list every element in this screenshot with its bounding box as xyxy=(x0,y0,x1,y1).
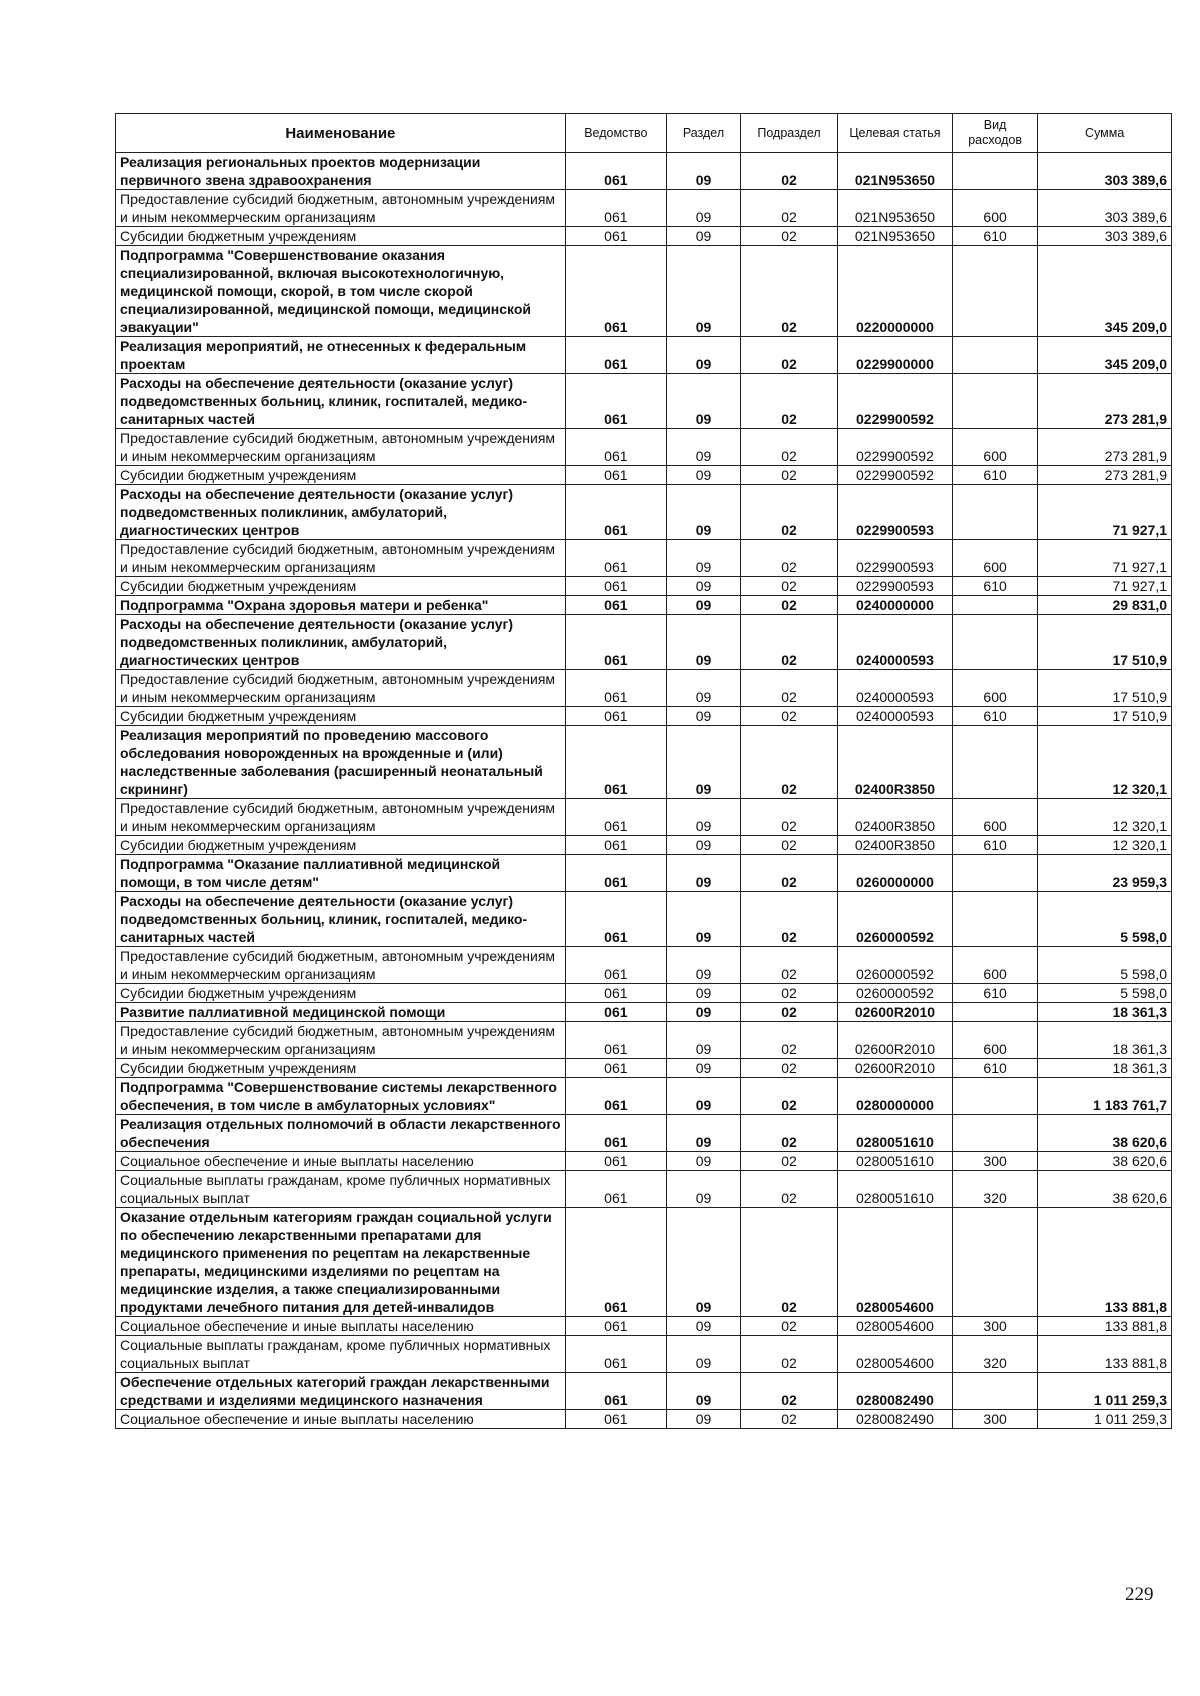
table-row xyxy=(116,227,1172,246)
cell-name: Предоставление субсидий бюджетным, автономным учреждениям и иным некоммерческим организациям xyxy=(116,670,566,707)
cell-target-article: 0280054600 xyxy=(838,1317,953,1336)
cell-podrazdel: 02 xyxy=(741,540,838,577)
cell-podrazdel: 02 xyxy=(741,190,838,227)
cell-name: Субсидии бюджетным учреждениям xyxy=(116,836,566,855)
cell-expense-type: 320 xyxy=(952,1336,1038,1373)
table-row xyxy=(116,337,1172,374)
cell-name: Оказание отдельным категориям граждан социальной услуги по обеспечению лекарственными препаратами для медицинского применения по рецептам на лекарственные препараты, медицинскими изделиями по рецептам на медицинские изделия, а также специализированными продуктами лечебного питания для детей-инвалидов xyxy=(116,1208,566,1317)
table-body xyxy=(116,153,1172,1429)
cell-vedomstvo: 061 xyxy=(565,153,666,190)
cell-expense-type: 600 xyxy=(952,190,1038,227)
cell-sum: 38 620,6 xyxy=(1038,1171,1172,1208)
cell-expense-type: 610 xyxy=(952,466,1038,485)
cell-target-article: 0260000000 xyxy=(838,855,953,892)
cell-podrazdel: 02 xyxy=(741,707,838,726)
cell-sum: 5 598,0 xyxy=(1038,892,1172,947)
table-row xyxy=(116,1115,1172,1152)
cell-razdel: 09 xyxy=(666,1152,740,1171)
cell-expense-type xyxy=(952,1003,1038,1022)
cell-podrazdel: 02 xyxy=(741,429,838,466)
cell-sum: 29 831,0 xyxy=(1038,596,1172,615)
cell-sum: 133 881,8 xyxy=(1038,1317,1172,1336)
cell-expense-type xyxy=(952,485,1038,540)
cell-target-article: 0240000593 xyxy=(838,707,953,726)
cell-sum: 18 361,3 xyxy=(1038,1059,1172,1078)
cell-razdel: 09 xyxy=(666,596,740,615)
table-row xyxy=(116,374,1172,429)
table-row xyxy=(116,1208,1172,1317)
table-header-row xyxy=(116,114,1172,153)
cell-sum: 38 620,6 xyxy=(1038,1152,1172,1171)
header-vedomstvo: Ведомство xyxy=(565,114,666,153)
cell-name: Социальные выплаты гражданам, кроме публичных нормативных социальных выплат xyxy=(116,1336,566,1373)
cell-target-article: 0229900000 xyxy=(838,337,953,374)
cell-podrazdel: 02 xyxy=(741,670,838,707)
cell-razdel: 09 xyxy=(666,1171,740,1208)
cell-sum: 303 389,6 xyxy=(1038,153,1172,190)
cell-target-article: 021N953650 xyxy=(838,190,953,227)
header-razdel: Раздел xyxy=(666,114,740,153)
cell-vedomstvo: 061 xyxy=(565,1059,666,1078)
cell-name: Обеспечение отдельных категорий граждан лекарственными средствами и изделиями медицинского назначения xyxy=(116,1373,566,1410)
cell-podrazdel: 02 xyxy=(741,836,838,855)
cell-sum: 1 011 259,3 xyxy=(1038,1373,1172,1410)
table-row xyxy=(116,485,1172,540)
cell-vedomstvo: 061 xyxy=(565,670,666,707)
table-row xyxy=(116,153,1172,190)
cell-expense-type xyxy=(952,1373,1038,1410)
cell-name: Предоставление субсидий бюджетным, автономным учреждениям и иным некоммерческим организациям xyxy=(116,1022,566,1059)
cell-sum: 12 320,1 xyxy=(1038,799,1172,836)
cell-vedomstvo: 061 xyxy=(565,1152,666,1171)
cell-sum: 12 320,1 xyxy=(1038,726,1172,799)
cell-razdel: 09 xyxy=(666,615,740,670)
cell-target-article: 0220000000 xyxy=(838,246,953,337)
cell-target-article: 02400R3850 xyxy=(838,726,953,799)
cell-name: Предоставление субсидий бюджетным, автономным учреждениям и иным некоммерческим организациям xyxy=(116,429,566,466)
cell-podrazdel: 02 xyxy=(741,1003,838,1022)
cell-podrazdel: 02 xyxy=(741,615,838,670)
cell-target-article: 0260000592 xyxy=(838,892,953,947)
header-sum: Сумма xyxy=(1038,114,1172,153)
cell-expense-type xyxy=(952,726,1038,799)
table-row xyxy=(116,799,1172,836)
cell-podrazdel: 02 xyxy=(741,374,838,429)
cell-razdel: 09 xyxy=(666,1059,740,1078)
cell-sum: 23 959,3 xyxy=(1038,855,1172,892)
cell-expense-type: 600 xyxy=(952,1022,1038,1059)
cell-expense-type: 320 xyxy=(952,1171,1038,1208)
cell-target-article: 0280054600 xyxy=(838,1208,953,1317)
table-row xyxy=(116,1336,1172,1373)
cell-sum: 1 183 761,7 xyxy=(1038,1078,1172,1115)
cell-target-article: 0229900592 xyxy=(838,466,953,485)
cell-podrazdel: 02 xyxy=(741,855,838,892)
cell-target-article: 02600R2010 xyxy=(838,1059,953,1078)
cell-name: Подпрограмма "Совершенствование системы лекарственного обеспечения, в том числе в амбулаторных условиях" xyxy=(116,1078,566,1115)
cell-name: Расходы на обеспечение деятельности (оказание услуг) подведомственных поликлиник, амбулаторий, диагностических центров xyxy=(116,615,566,670)
table-row xyxy=(116,670,1172,707)
cell-vedomstvo: 061 xyxy=(565,485,666,540)
cell-vedomstvo: 061 xyxy=(565,947,666,984)
cell-sum: 133 881,8 xyxy=(1038,1336,1172,1373)
cell-razdel: 09 xyxy=(666,1373,740,1410)
cell-sum: 1 011 259,3 xyxy=(1038,1410,1172,1429)
cell-target-article: 0280051610 xyxy=(838,1171,953,1208)
cell-name: Социальное обеспечение и иные выплаты населению xyxy=(116,1410,566,1429)
table-row xyxy=(116,984,1172,1003)
cell-podrazdel: 02 xyxy=(741,1078,838,1115)
cell-expense-type xyxy=(952,855,1038,892)
cell-name: Предоставление субсидий бюджетным, автономным учреждениям и иным некоммерческим организациям xyxy=(116,540,566,577)
cell-expense-type: 600 xyxy=(952,540,1038,577)
cell-expense-type: 610 xyxy=(952,577,1038,596)
cell-razdel: 09 xyxy=(666,836,740,855)
cell-target-article: 02400R3850 xyxy=(838,799,953,836)
cell-sum: 12 320,1 xyxy=(1038,836,1172,855)
cell-target-article: 0280082490 xyxy=(838,1373,953,1410)
cell-sum: 17 510,9 xyxy=(1038,707,1172,726)
cell-name: Субсидии бюджетным учреждениям xyxy=(116,466,566,485)
table-row xyxy=(116,1152,1172,1171)
cell-name: Подпрограмма "Совершенствование оказания специализированной, включая высокотехнологичную, медицинской помощи, скорой, в том числе скорой специализированной, медицинской помощи, медицинской эвакуации" xyxy=(116,246,566,337)
cell-name: Расходы на обеспечение деятельности (оказание услуг) подведомственных больниц, клиник, госпиталей, медико-санитарных частей xyxy=(116,892,566,947)
cell-vedomstvo: 061 xyxy=(565,190,666,227)
cell-sum: 133 881,8 xyxy=(1038,1208,1172,1317)
cell-name: Подпрограмма "Оказание паллиативной медицинской помощи, в том числе детям" xyxy=(116,855,566,892)
cell-sum: 71 927,1 xyxy=(1038,577,1172,596)
table-row xyxy=(116,429,1172,466)
cell-podrazdel: 02 xyxy=(741,1208,838,1317)
cell-name: Реализация отдельных полномочий в области лекарственного обеспечения xyxy=(116,1115,566,1152)
cell-sum: 71 927,1 xyxy=(1038,485,1172,540)
cell-vedomstvo: 061 xyxy=(565,227,666,246)
cell-podrazdel: 02 xyxy=(741,246,838,337)
cell-razdel: 09 xyxy=(666,707,740,726)
cell-target-article: 0229900593 xyxy=(838,540,953,577)
cell-name: Предоставление субсидий бюджетным, автономным учреждениям и иным некоммерческим организациям xyxy=(116,799,566,836)
cell-expense-type xyxy=(952,337,1038,374)
cell-name: Предоставление субсидий бюджетным, автономным учреждениям и иным некоммерческим организациям xyxy=(116,947,566,984)
cell-vedomstvo: 061 xyxy=(565,246,666,337)
table-row xyxy=(116,596,1172,615)
cell-razdel: 09 xyxy=(666,984,740,1003)
table-row xyxy=(116,1078,1172,1115)
cell-podrazdel: 02 xyxy=(741,1410,838,1429)
cell-target-article: 0240000593 xyxy=(838,615,953,670)
cell-podrazdel: 02 xyxy=(741,485,838,540)
cell-name: Субсидии бюджетным учреждениям xyxy=(116,1059,566,1078)
table-row xyxy=(116,836,1172,855)
cell-vedomstvo: 061 xyxy=(565,855,666,892)
cell-target-article: 0280000000 xyxy=(838,1078,953,1115)
cell-razdel: 09 xyxy=(666,337,740,374)
cell-podrazdel: 02 xyxy=(741,1152,838,1171)
table-row xyxy=(116,892,1172,947)
cell-podrazdel: 02 xyxy=(741,892,838,947)
cell-vedomstvo: 061 xyxy=(565,1317,666,1336)
table-row xyxy=(116,1410,1172,1429)
cell-vedomstvo: 061 xyxy=(565,374,666,429)
cell-name: Реализация мероприятий по проведению массового обследования новорожденных на врожденные и (или) наследственные заболевания (расширенный неонатальный скрининг) xyxy=(116,726,566,799)
cell-vedomstvo: 061 xyxy=(565,429,666,466)
cell-razdel: 09 xyxy=(666,1078,740,1115)
table-row xyxy=(116,577,1172,596)
cell-sum: 273 281,9 xyxy=(1038,466,1172,485)
table-row xyxy=(116,246,1172,337)
table-row xyxy=(116,615,1172,670)
cell-vedomstvo: 061 xyxy=(565,1373,666,1410)
header-target-article: Целевая статья xyxy=(838,114,953,153)
cell-razdel: 09 xyxy=(666,374,740,429)
cell-target-article: 0229900592 xyxy=(838,429,953,466)
cell-expense-type xyxy=(952,153,1038,190)
cell-razdel: 09 xyxy=(666,429,740,466)
cell-expense-type: 610 xyxy=(952,1059,1038,1078)
cell-name: Реализация мероприятий, не отнесенных к федеральным проектам xyxy=(116,337,566,374)
cell-name: Субсидии бюджетным учреждениям xyxy=(116,227,566,246)
cell-vedomstvo: 061 xyxy=(565,337,666,374)
cell-podrazdel: 02 xyxy=(741,1171,838,1208)
cell-razdel: 09 xyxy=(666,466,740,485)
cell-name: Субсидии бюджетным учреждениям xyxy=(116,707,566,726)
cell-expense-type: 300 xyxy=(952,1152,1038,1171)
cell-vedomstvo: 061 xyxy=(565,577,666,596)
cell-name: Социальные выплаты гражданам, кроме публичных нормативных социальных выплат xyxy=(116,1171,566,1208)
cell-name: Реализация региональных проектов модернизации первичного звена здравоохранения xyxy=(116,153,566,190)
cell-expense-type: 610 xyxy=(952,836,1038,855)
cell-razdel: 09 xyxy=(666,855,740,892)
cell-target-article: 021N953650 xyxy=(838,153,953,190)
cell-name: Развитие паллиативной медицинской помощи xyxy=(116,1003,566,1022)
cell-vedomstvo: 061 xyxy=(565,984,666,1003)
cell-target-article: 02600R2010 xyxy=(838,1003,953,1022)
cell-vedomstvo: 061 xyxy=(565,707,666,726)
cell-sum: 17 510,9 xyxy=(1038,670,1172,707)
cell-razdel: 09 xyxy=(666,726,740,799)
cell-sum: 303 389,6 xyxy=(1038,227,1172,246)
cell-name: Расходы на обеспечение деятельности (оказание услуг) подведомственных больниц, клиник, госпиталей, медико-санитарных частей xyxy=(116,374,566,429)
table-row xyxy=(116,540,1172,577)
cell-target-article: 02400R3850 xyxy=(838,836,953,855)
cell-razdel: 09 xyxy=(666,540,740,577)
cell-razdel: 09 xyxy=(666,947,740,984)
cell-razdel: 09 xyxy=(666,1317,740,1336)
cell-sum: 18 361,3 xyxy=(1038,1022,1172,1059)
cell-sum: 71 927,1 xyxy=(1038,540,1172,577)
cell-razdel: 09 xyxy=(666,799,740,836)
cell-razdel: 09 xyxy=(666,1410,740,1429)
cell-expense-type xyxy=(952,596,1038,615)
cell-name: Субсидии бюджетным учреждениям xyxy=(116,984,566,1003)
table-row xyxy=(116,707,1172,726)
cell-expense-type: 610 xyxy=(952,707,1038,726)
cell-target-article: 0280054600 xyxy=(838,1336,953,1373)
cell-razdel: 09 xyxy=(666,485,740,540)
cell-podrazdel: 02 xyxy=(741,596,838,615)
cell-expense-type: 300 xyxy=(952,1317,1038,1336)
table-row xyxy=(116,1317,1172,1336)
cell-razdel: 09 xyxy=(666,892,740,947)
cell-razdel: 09 xyxy=(666,1022,740,1059)
cell-name: Субсидии бюджетным учреждениям xyxy=(116,577,566,596)
page-number: 229 xyxy=(1125,1584,1154,1605)
cell-vedomstvo: 061 xyxy=(565,799,666,836)
cell-sum: 5 598,0 xyxy=(1038,947,1172,984)
cell-podrazdel: 02 xyxy=(741,153,838,190)
cell-podrazdel: 02 xyxy=(741,227,838,246)
table-row xyxy=(116,190,1172,227)
cell-podrazdel: 02 xyxy=(741,1059,838,1078)
cell-podrazdel: 02 xyxy=(741,984,838,1003)
cell-vedomstvo: 061 xyxy=(565,596,666,615)
cell-vedomstvo: 061 xyxy=(565,1410,666,1429)
cell-vedomstvo: 061 xyxy=(565,615,666,670)
cell-expense-type: 600 xyxy=(952,670,1038,707)
table-row xyxy=(116,1059,1172,1078)
cell-expense-type: 300 xyxy=(952,1410,1038,1429)
cell-expense-type: 610 xyxy=(952,984,1038,1003)
cell-vedomstvo: 061 xyxy=(565,726,666,799)
table-row xyxy=(116,466,1172,485)
cell-vedomstvo: 061 xyxy=(565,1336,666,1373)
cell-razdel: 09 xyxy=(666,227,740,246)
table-row xyxy=(116,1022,1172,1059)
cell-expense-type xyxy=(952,1208,1038,1317)
cell-target-article: 0229900593 xyxy=(838,577,953,596)
table-row xyxy=(116,726,1172,799)
cell-razdel: 09 xyxy=(666,1208,740,1317)
cell-name: Социальное обеспечение и иные выплаты населению xyxy=(116,1317,566,1336)
cell-vedomstvo: 061 xyxy=(565,466,666,485)
cell-target-article: 0280051610 xyxy=(838,1115,953,1152)
cell-sum: 273 281,9 xyxy=(1038,374,1172,429)
cell-vedomstvo: 061 xyxy=(565,836,666,855)
cell-vedomstvo: 061 xyxy=(565,1115,666,1152)
cell-vedomstvo: 061 xyxy=(565,892,666,947)
cell-expense-type: 600 xyxy=(952,799,1038,836)
cell-expense-type xyxy=(952,246,1038,337)
cell-podrazdel: 02 xyxy=(741,1373,838,1410)
table-row xyxy=(116,855,1172,892)
table-row xyxy=(116,1171,1172,1208)
cell-target-article: 021N953650 xyxy=(838,227,953,246)
cell-sum: 17 510,9 xyxy=(1038,615,1172,670)
cell-target-article: 0240000593 xyxy=(838,670,953,707)
cell-razdel: 09 xyxy=(666,153,740,190)
cell-razdel: 09 xyxy=(666,1003,740,1022)
cell-podrazdel: 02 xyxy=(741,726,838,799)
cell-podrazdel: 02 xyxy=(741,577,838,596)
cell-razdel: 09 xyxy=(666,1336,740,1373)
table-row xyxy=(116,947,1172,984)
header-podrazdel: Подраздел xyxy=(741,114,838,153)
cell-target-article: 0260000592 xyxy=(838,984,953,1003)
cell-sum: 303 389,6 xyxy=(1038,190,1172,227)
cell-podrazdel: 02 xyxy=(741,337,838,374)
table-row xyxy=(116,1003,1172,1022)
cell-podrazdel: 02 xyxy=(741,1115,838,1152)
cell-sum: 38 620,6 xyxy=(1038,1115,1172,1152)
cell-target-article: 0240000000 xyxy=(838,596,953,615)
cell-name: Предоставление субсидий бюджетным, автономным учреждениям и иным некоммерческим организациям xyxy=(116,190,566,227)
cell-podrazdel: 02 xyxy=(741,1317,838,1336)
cell-expense-type: 610 xyxy=(952,227,1038,246)
cell-target-article: 0229900592 xyxy=(838,374,953,429)
cell-sum: 345 209,0 xyxy=(1038,246,1172,337)
cell-target-article: 0260000592 xyxy=(838,947,953,984)
cell-sum: 5 598,0 xyxy=(1038,984,1172,1003)
cell-expense-type xyxy=(952,374,1038,429)
cell-sum: 273 281,9 xyxy=(1038,429,1172,466)
table-row xyxy=(116,1373,1172,1410)
cell-razdel: 09 xyxy=(666,670,740,707)
cell-vedomstvo: 061 xyxy=(565,1208,666,1317)
cell-razdel: 09 xyxy=(666,577,740,596)
cell-podrazdel: 02 xyxy=(741,1336,838,1373)
cell-vedomstvo: 061 xyxy=(565,1078,666,1115)
cell-podrazdel: 02 xyxy=(741,947,838,984)
cell-target-article: 0280082490 xyxy=(838,1410,953,1429)
cell-expense-type: 600 xyxy=(952,947,1038,984)
cell-expense-type xyxy=(952,615,1038,670)
cell-name: Подпрограмма "Охрана здоровья матери и ребенка" xyxy=(116,596,566,615)
cell-sum: 18 361,3 xyxy=(1038,1003,1172,1022)
cell-vedomstvo: 061 xyxy=(565,1171,666,1208)
cell-expense-type xyxy=(952,1115,1038,1152)
cell-name: Расходы на обеспечение деятельности (оказание услуг) подведомственных поликлиник, амбулаторий, диагностических центров xyxy=(116,485,566,540)
header-name: Наименование xyxy=(116,114,566,153)
cell-vedomstvo: 061 xyxy=(565,1022,666,1059)
cell-podrazdel: 02 xyxy=(741,799,838,836)
cell-name: Социальное обеспечение и иные выплаты населению xyxy=(116,1152,566,1171)
cell-expense-type xyxy=(952,1078,1038,1115)
cell-podrazdel: 02 xyxy=(741,466,838,485)
budget-table xyxy=(115,113,1172,1429)
cell-target-article: 0280051610 xyxy=(838,1152,953,1171)
cell-podrazdel: 02 xyxy=(741,1022,838,1059)
cell-sum: 345 209,0 xyxy=(1038,337,1172,374)
cell-razdel: 09 xyxy=(666,190,740,227)
cell-razdel: 09 xyxy=(666,1115,740,1152)
cell-vedomstvo: 061 xyxy=(565,540,666,577)
cell-razdel: 09 xyxy=(666,246,740,337)
cell-expense-type: 600 xyxy=(952,429,1038,466)
header-expense-type: Вид расходов xyxy=(952,114,1038,153)
cell-target-article: 02600R2010 xyxy=(838,1022,953,1059)
cell-target-article: 0229900593 xyxy=(838,485,953,540)
cell-vedomstvo: 061 xyxy=(565,1003,666,1022)
cell-expense-type xyxy=(952,892,1038,947)
